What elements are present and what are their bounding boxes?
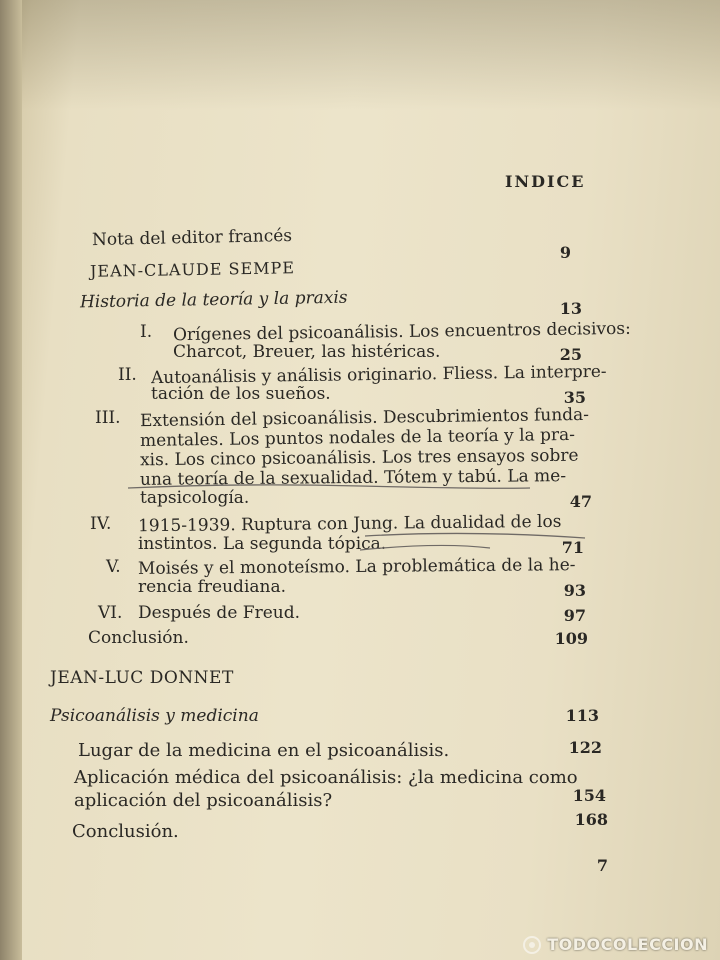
page-num-ch4: 71 xyxy=(561,538,584,557)
page-num-ch1: 25 xyxy=(559,345,582,364)
chapter-numeral-2: II. xyxy=(118,365,137,385)
collection-logo-icon xyxy=(522,935,542,955)
conclusion-1: Conclusión. xyxy=(88,628,189,648)
chapter-2-line-1: Autoanálisis y análisis originario. Fliess. La interpre- xyxy=(150,361,607,389)
chapter-4-line-2: instintos. La segunda tópica. xyxy=(138,534,387,554)
page-num-ch5: 93 xyxy=(563,581,586,600)
page-num-ch6: 97 xyxy=(563,606,586,625)
page-num-ch2: 35 xyxy=(563,388,586,407)
chapter-numeral-6: VI. xyxy=(98,603,123,623)
toc-entry-nota: Nota del editor francés xyxy=(91,225,293,251)
watermark-text: TODOCOLECCION xyxy=(547,935,708,954)
chapter-3-line-1: Extensión del psicoanálisis. Descubrimientos funda- xyxy=(139,404,590,432)
pencil-underline-2 xyxy=(360,528,590,558)
page-shadow xyxy=(0,0,720,110)
chapter-numeral-4: IV. xyxy=(90,514,112,534)
chapter-3-line-5: tapsicología. xyxy=(140,488,250,508)
chapter-numeral-3: III. xyxy=(95,408,121,428)
pencil-underline-1 xyxy=(120,480,540,496)
book-spine xyxy=(0,0,22,960)
chapter-5-line-2: rencia freudiana. xyxy=(138,577,287,597)
chapter-4-line-1: 1915-1939. Ruptura con Jung. La dualidad de los xyxy=(137,511,562,537)
chapter-6-line-1: Después de Freud. xyxy=(138,603,300,623)
subsection-aplicacion-line-2: aplicación del psicoanálisis? xyxy=(74,790,333,811)
index-title: INDICE xyxy=(505,172,586,191)
chapter-numeral-1: I. xyxy=(140,322,153,342)
page-num-concl2: 168 xyxy=(574,810,608,829)
chapter-numeral-5: V. xyxy=(106,557,121,577)
page-num-sec2: 113 xyxy=(565,706,599,725)
chapter-5-line-1: Moisés y el monoteísmo. La problemática de la he- xyxy=(137,555,576,579)
page-num-s2b: 154 xyxy=(572,786,606,805)
page-num-ch3: 47 xyxy=(569,492,592,511)
footer-page-number: 7 xyxy=(596,856,608,875)
section-historia: Historia de la teoría y la praxis xyxy=(79,287,348,313)
page-num-historia: 13 xyxy=(559,299,582,318)
author-sempe: JEAN-CLAUDE SEMPE xyxy=(89,258,296,281)
chapter-1-line-2: Charcot, Breuer, las histéricas. xyxy=(173,342,441,362)
page-num-s2a: 122 xyxy=(568,738,602,757)
page-num-nota: 9 xyxy=(559,243,571,262)
page-num-concl1: 109 xyxy=(554,629,588,648)
section-psicoanalisis-medicina: Psicoanálisis y medicina xyxy=(50,706,259,726)
conclusion-2: Conclusión. xyxy=(72,821,179,842)
chapter-1-line-1: Orígenes del psicoanálisis. Los encuentros decisivos: xyxy=(172,318,631,346)
chapter-2-line-2: tación de los sueños. xyxy=(151,384,331,404)
chapter-3-line-4: una teoría de la sexualidad. Tótem y tabú. La me- xyxy=(139,466,567,490)
subsection-lugar: Lugar de la medicina en el psicoanálisis. xyxy=(78,740,450,761)
chapter-3-line-3: xis. Los cinco psicoanálisis. Los tres ensayos sobre xyxy=(139,445,579,471)
author-donnet: JEAN-LUC DONNET xyxy=(50,668,234,688)
subsection-aplicacion-line-1: Aplicación médica del psicoanálisis: ¿la medicina como xyxy=(74,767,578,788)
chapter-3-line-2: mentales. Los puntos nodales de la teoría y la pra- xyxy=(139,424,576,452)
